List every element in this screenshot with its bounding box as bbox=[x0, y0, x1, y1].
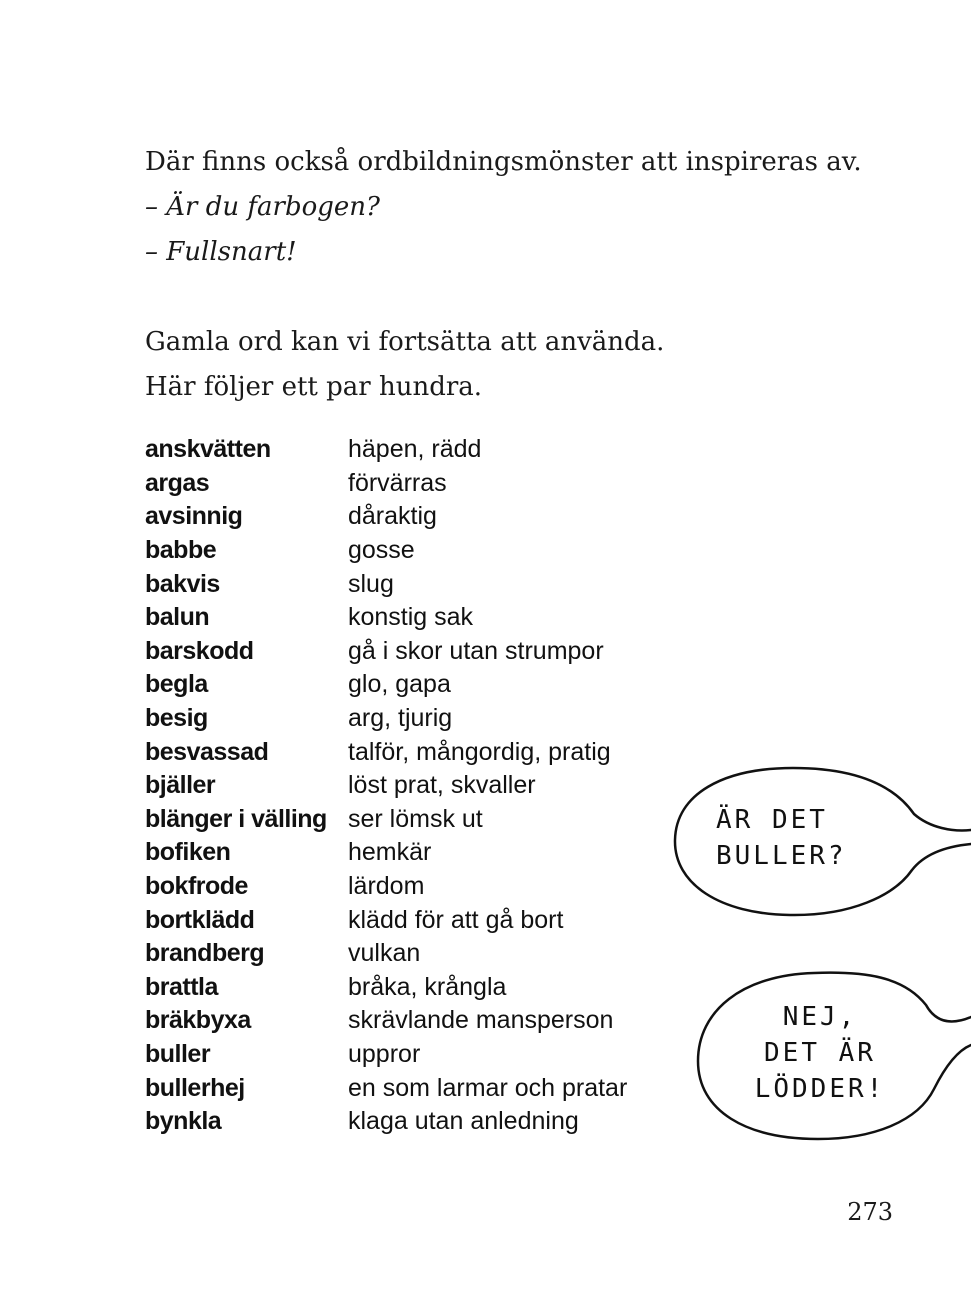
speech-bubble-top-text bbox=[716, 802, 847, 874]
glossary-definition: arg, tjurig bbox=[348, 704, 453, 733]
glossary-definition: en som larmar och pratar bbox=[348, 1073, 628, 1102]
glossary-row bbox=[145, 836, 665, 870]
bubble-bottom-line-1: NEJ, bbox=[782, 1002, 858, 1032]
glossary-list bbox=[145, 433, 665, 1138]
glossary-definition: förvärras bbox=[348, 468, 447, 497]
glossary-row bbox=[145, 702, 665, 736]
glossary-definition: slug bbox=[348, 569, 394, 598]
glossary-row bbox=[145, 769, 665, 803]
glossary-term: bakvis bbox=[145, 569, 220, 598]
glossary-definition: häpen, rädd bbox=[348, 435, 482, 464]
glossary-row bbox=[145, 1105, 665, 1139]
glossary-definition: ser lömsk ut bbox=[348, 804, 483, 833]
dialog-line-1: – Är du farbogen? bbox=[145, 192, 380, 222]
glossary-term: brattla bbox=[145, 972, 218, 1001]
glossary-definition: talför, mångordig, pratig bbox=[348, 737, 611, 766]
glossary-definition: uppror bbox=[348, 1039, 421, 1068]
bubble-bottom-line-2: DET ÄR bbox=[764, 1038, 876, 1068]
glossary-term: argas bbox=[145, 468, 210, 497]
glossary-term: bofiken bbox=[145, 838, 231, 867]
glossary-definition: dåraktig bbox=[348, 502, 437, 531]
glossary-row bbox=[145, 1071, 665, 1105]
glossary-term: buller bbox=[145, 1039, 211, 1068]
glossary-term: barskodd bbox=[145, 636, 254, 665]
glossary-row bbox=[145, 870, 665, 904]
speech-bubble-bottom-text bbox=[730, 999, 910, 1107]
glossary-row bbox=[145, 668, 665, 702]
glossary-row bbox=[145, 903, 665, 937]
glossary-term: begla bbox=[145, 670, 208, 699]
glossary-term: bjäller bbox=[145, 771, 216, 800]
glossary-term: blänger i välling bbox=[145, 804, 327, 833]
glossary-row bbox=[145, 937, 665, 971]
glossary-term: bräkbyxa bbox=[145, 1006, 251, 1035]
glossary-definition: glo, gapa bbox=[348, 670, 451, 699]
page-number: 273 bbox=[847, 1198, 893, 1226]
glossary-row bbox=[145, 1038, 665, 1072]
bubble-top-line-2: BULLER? bbox=[716, 841, 847, 871]
glossary-term: avsinnig bbox=[145, 502, 243, 531]
glossary-row bbox=[145, 803, 665, 837]
glossary-term: besig bbox=[145, 704, 208, 733]
bubble-bottom-line-3: LÖDDER! bbox=[754, 1074, 886, 1104]
speech-bubble-top bbox=[668, 762, 971, 922]
glossary-row bbox=[145, 500, 665, 534]
glossary-definition: klädd för att gå bort bbox=[348, 905, 564, 934]
glossary-term: babbe bbox=[145, 536, 217, 565]
glossary-definition: konstig sak bbox=[348, 603, 474, 632]
glossary-definition: gosse bbox=[348, 536, 415, 565]
glossary-row bbox=[145, 433, 665, 467]
speech-bubble-bottom bbox=[690, 965, 971, 1145]
dialog-line-2: – Fullsnart! bbox=[145, 237, 297, 267]
glossary-row bbox=[145, 534, 665, 568]
second-paragraph bbox=[145, 320, 664, 410]
second-line-2: Här följer ett par hundra. bbox=[145, 372, 483, 402]
glossary-definition: vulkan bbox=[348, 939, 421, 968]
bubble-top-line-1: ÄR DET bbox=[716, 805, 828, 835]
glossary-definition: lärdom bbox=[348, 872, 425, 901]
second-line-1: Gamla ord kan vi fortsätta att använda. bbox=[145, 327, 665, 357]
glossary-term: bynkla bbox=[145, 1107, 222, 1136]
glossary-row bbox=[145, 635, 665, 669]
intro-line: Där finns också ordbildningsmönster att inspireras av. bbox=[145, 147, 862, 177]
glossary-definition: skrävlande mansperson bbox=[348, 1006, 614, 1035]
glossary-definition: hemkär bbox=[348, 838, 432, 867]
glossary-row bbox=[145, 601, 665, 635]
glossary-term: brandberg bbox=[145, 939, 265, 968]
glossary-term: bullerhej bbox=[145, 1073, 245, 1102]
glossary-term: bokfrode bbox=[145, 872, 248, 901]
glossary-row bbox=[145, 735, 665, 769]
glossary-row bbox=[145, 1004, 665, 1038]
glossary-term: anskvätten bbox=[145, 435, 271, 464]
glossary-term: balun bbox=[145, 603, 210, 632]
glossary-definition: bråka, krångla bbox=[348, 972, 507, 1001]
glossary-row bbox=[145, 971, 665, 1005]
glossary-term: besvassad bbox=[145, 737, 269, 766]
glossary-definition: gå i skor utan strumpor bbox=[348, 636, 604, 665]
glossary-term: bortklädd bbox=[145, 905, 255, 934]
glossary-row bbox=[145, 567, 665, 601]
glossary-definition: klaga utan anledning bbox=[348, 1107, 579, 1136]
glossary-row bbox=[145, 467, 665, 501]
intro-paragraph bbox=[145, 140, 862, 275]
glossary-definition: löst prat, skvaller bbox=[348, 771, 536, 800]
